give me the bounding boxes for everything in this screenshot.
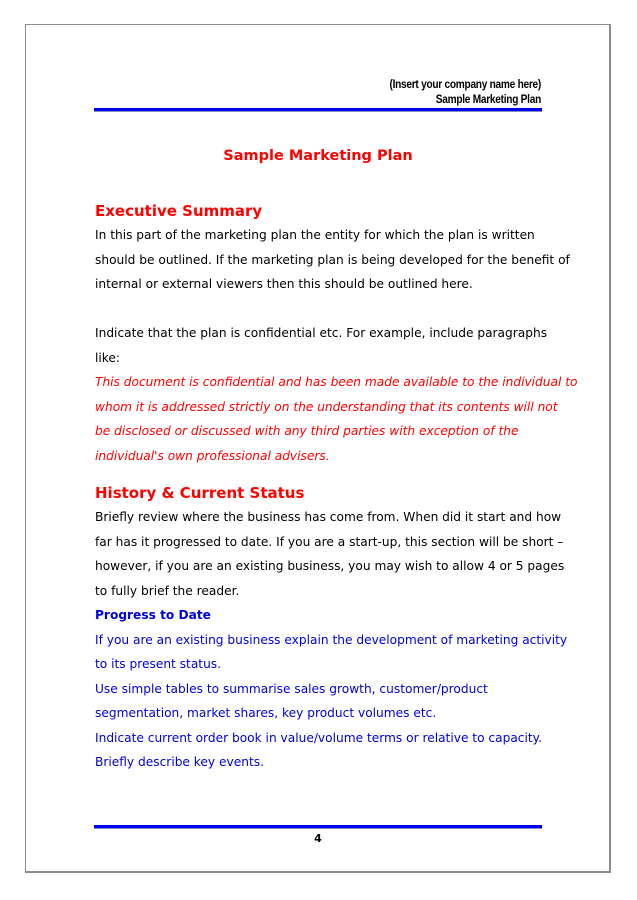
text-line: internal or external viewers then this should be outlined here. [95, 277, 473, 291]
text-line: This document is confidential and has been made available to the individual to [95, 375, 578, 389]
header-doc-name: Sample Marketing Plan [435, 94, 541, 106]
text-line: far has it progressed to date. If you are a start-up, this section will be short – [95, 534, 564, 549]
section-heading-history: History & Current Status [95, 484, 305, 502]
document-title: Sample Marketing Plan [223, 148, 413, 164]
text-line: individual's own professional advisers. [95, 448, 330, 463]
text-line: Briefly review where the business has come from. When did it start and how [95, 510, 562, 524]
document-body [95, 199, 578, 775]
text-line: In this part of the marketing plan the entity for which the plan is written [95, 228, 535, 242]
paragraph-spacer [95, 297, 555, 322]
subheading-progress-to-date: Progress to Date [95, 608, 211, 622]
text-line: like: [95, 350, 120, 365]
text-line: to its present status. [95, 657, 222, 671]
section-executive-summary [95, 199, 578, 468]
text-line: Indicate current order book in value/volume terms or relative to capacity. [95, 730, 543, 745]
page-header [148, 78, 541, 108]
executive-summary-paragraph-2 [95, 321, 555, 370]
progress-guidance [95, 628, 568, 775]
text-line: Indicate that the plan is confidential etc. For example, include paragraphs [95, 326, 548, 340]
header-rule [94, 108, 542, 112]
text-line: to fully brief the reader. [95, 583, 240, 598]
text-line: Briefly describe key events. [95, 755, 264, 769]
confidentiality-example [95, 370, 578, 468]
section-history-current-status [95, 481, 568, 775]
footer-rule [94, 825, 542, 829]
page-number: 4 [314, 832, 322, 845]
text-line: If you are an existing business explain the development of marketing activity [95, 632, 568, 647]
history-paragraph [95, 505, 565, 603]
section-heading-executive-summary: Executive Summary [95, 202, 263, 220]
text-line: should be outlined. If the marketing plan is being developed for the benefit of [95, 252, 570, 267]
text-line: Use simple tables to summarise sales growth, customer/product [95, 681, 488, 696]
text-line: be disclosed or discussed with any third parties with exception of the [95, 424, 519, 438]
text-line: segmentation, market shares, key product volumes etc. [95, 706, 437, 720]
text-line: whom it is addressed strictly on the understanding that its contents will not [95, 399, 558, 414]
executive-summary-paragraph-1 [95, 223, 570, 297]
company-name-placeholder: (Insert your company name here) [389, 79, 541, 91]
text-line: however, if you are an existing business, you may wish to allow 4 or 5 pages [95, 559, 565, 573]
